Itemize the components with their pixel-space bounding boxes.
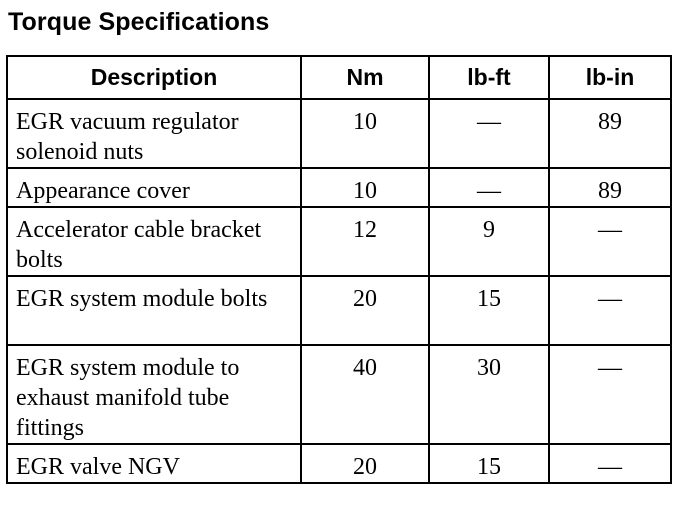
cell-lb-in: — [549, 207, 671, 276]
cell-lb-ft: — [429, 99, 549, 168]
cell-lb-ft: 9 [429, 207, 549, 276]
cell-description: Appearance cover [7, 168, 301, 207]
cell-nm: 20 [301, 276, 429, 345]
cell-lb-ft: 15 [429, 444, 549, 483]
cell-lb-in: 89 [549, 168, 671, 207]
cell-lb-in: 89 [549, 99, 671, 168]
column-header-lb-in: lb-in [549, 56, 671, 99]
table-row [7, 345, 671, 444]
column-header-nm: Nm [301, 56, 429, 99]
cell-description: EGR system module to exhaust manifold tube fittings [7, 345, 301, 444]
table-row [7, 444, 671, 483]
cell-lb-ft: 30 [429, 345, 549, 444]
cell-nm: 10 [301, 99, 429, 168]
cell-description: Accelerator cable bracket bolts [7, 207, 301, 276]
page-title: Torque Specifications [8, 8, 270, 36]
table-row [7, 168, 671, 207]
cell-lb-in: — [549, 276, 671, 345]
column-header-lb-ft: lb-ft [429, 56, 549, 99]
cell-nm: 10 [301, 168, 429, 207]
cell-lb-ft: — [429, 168, 549, 207]
cell-lb-in: — [549, 444, 671, 483]
table-row [7, 276, 671, 345]
table-header-row [7, 56, 671, 99]
cell-description: EGR system module bolts [7, 276, 301, 345]
table-row [7, 99, 671, 168]
cell-nm: 12 [301, 207, 429, 276]
cell-description: EGR vacuum regulator solenoid nuts [7, 99, 301, 168]
cell-lb-ft: 15 [429, 276, 549, 345]
cell-lb-in: — [549, 345, 671, 444]
table-row [7, 207, 671, 276]
cell-nm: 40 [301, 345, 429, 444]
cell-nm: 20 [301, 444, 429, 483]
column-header-description: Description [7, 56, 301, 99]
torque-spec-table [6, 55, 672, 484]
cell-description: EGR valve NGV [7, 444, 301, 483]
